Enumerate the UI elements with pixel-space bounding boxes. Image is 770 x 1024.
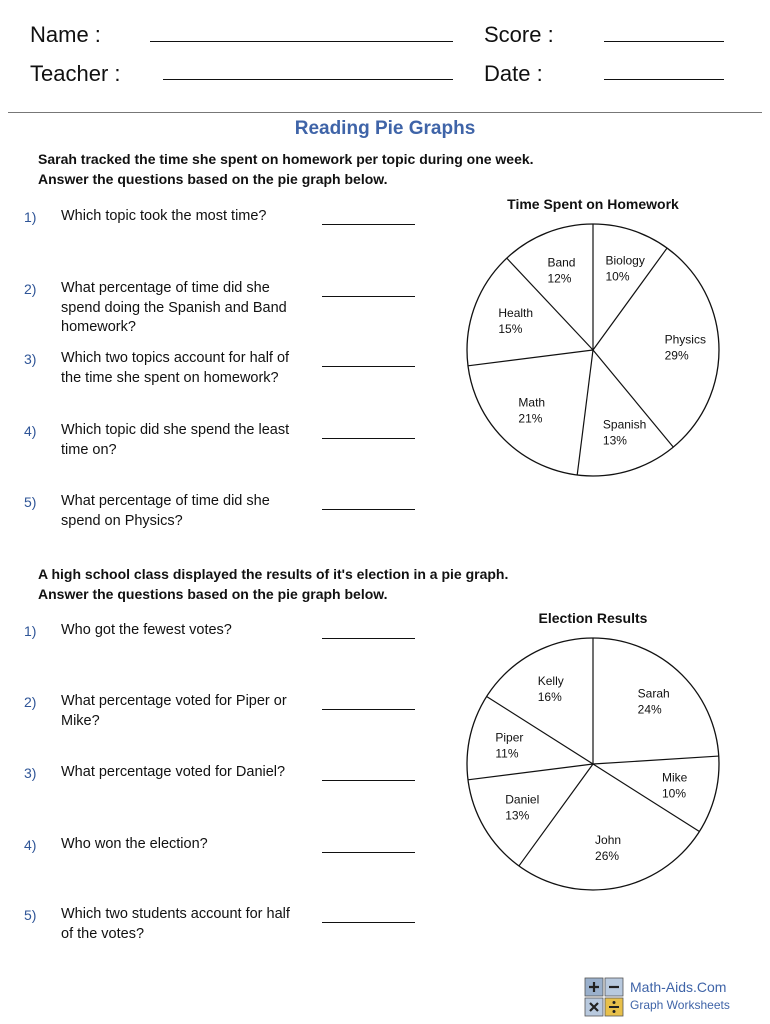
homework-pie-chart [466,220,720,480]
chart1-container [466,220,720,485]
date-label: Date : [484,61,543,86]
homework-value-math: 21% [518,411,543,426]
s2-q2-answer-line[interactable] [322,709,415,710]
date-field[interactable] [604,79,724,80]
page-title: Reading Pie Graphs [294,118,476,139]
election-value-mike: 10% [661,786,687,801]
s1-q2-answer-line[interactable] [322,296,415,297]
s1-q3-answer-line[interactable] [322,366,415,367]
section2-intro [38,564,508,604]
s2-q5-number: 5) [24,907,37,923]
homework-label-math: Math [518,395,546,410]
s2-q3-text: What percentage voted for Daniel? [61,764,286,780]
election-label-daniel: Daniel [505,792,540,807]
s1-q5-answer-line[interactable] [322,509,415,510]
election-value-sarah: 24% [637,702,662,717]
s2-q2-number: 2) [24,694,37,710]
chart2-container [466,634,720,899]
footer-subtitle: Graph Worksheets [630,998,730,1012]
name-field[interactable] [150,41,453,42]
section1-intro-line1: Sarah tracked the time she spent on homework per topic during one week. [38,151,534,167]
election-label-piper: Piper [495,730,524,745]
homework-label-band: Band [547,255,576,270]
election-label-kelly: Kelly [537,673,564,688]
s1-q1-answer-line[interactable] [322,224,415,225]
s2-q2-text: What percentage voted for Piper or Mike? [61,693,287,729]
s1-q3-text: Which two topics account for half of the time she spent on homework? [61,350,290,386]
name-label: Name : [30,22,101,47]
election-value-daniel: 13% [505,808,530,823]
homework-value-spanish: 13% [602,433,627,448]
s2-q4-answer-line[interactable] [322,852,415,853]
section2-intro-line1: A high school class displayed the results of it's election in a pie graph. [38,566,509,582]
footer-brand: Math-Aids.Com [630,979,727,995]
homework-label-biology: Biology [605,253,645,268]
s1-q1-text: Which topic took the most time? [61,208,267,224]
calculator-symbols-icon [584,977,624,1017]
election-label-sarah: Sarah [637,686,670,701]
chart1-title: Time Spent on Homework [507,196,679,212]
section1-intro [38,149,534,189]
s1-q5-text: What percentage of time did she spend on Physics? [61,493,270,529]
s1-q4-number: 4) [24,423,37,439]
s1-q2-text: What percentage of time did she spend doing the Spanish and Band homework? [61,280,287,335]
section2-intro-line2: Answer the questions based on the pie graph below. [38,586,388,602]
teacher-label: Teacher : [30,61,121,86]
election-value-kelly: 16% [537,689,562,704]
s2-q1-number: 1) [24,623,37,639]
s2-q4-number: 4) [24,837,37,853]
s1-q4-answer-line[interactable] [322,438,415,439]
homework-value-physics: 29% [664,348,689,363]
homework-value-biology: 10% [605,269,630,284]
homework-value-band: 12% [547,271,572,286]
s2-q5-answer-line[interactable] [322,922,415,923]
homework-label-health: Health [498,305,534,320]
s2-q1-answer-line[interactable] [322,638,415,639]
s2-q3-number: 3) [24,765,37,781]
s1-q3-number: 3) [24,351,37,367]
s1-q4-text: Which topic did she spend the least time on? [61,422,290,458]
election-value-john: 26% [595,849,620,864]
chart2-title: Election Results [538,610,648,626]
homework-label-physics: Physics [664,332,706,347]
election-label-mike: Mike [661,770,688,785]
s1-q5-number: 5) [24,494,37,510]
section1-intro-line2: Answer the questions based on the pie graph below. [38,171,388,187]
score-field[interactable] [604,41,724,42]
s1-q1-number: 1) [24,209,37,225]
election-pie-chart [466,634,720,894]
s2-q3-answer-line[interactable] [322,780,415,781]
election-label-john: John [595,833,622,848]
homework-value-health: 15% [498,321,523,336]
teacher-field[interactable] [163,79,453,80]
s2-q4-text: Who won the election? [61,836,208,852]
homework-label-spanish: Spanish [602,417,647,432]
election-value-piper: 11% [495,746,519,761]
s1-q2-number: 2) [24,281,37,297]
header-divider [8,112,762,113]
score-label: Score : [484,22,554,47]
s2-q1-text: Who got the fewest votes? [61,622,232,638]
s2-q5-text: Which two students account for half of the votes? [61,906,290,942]
